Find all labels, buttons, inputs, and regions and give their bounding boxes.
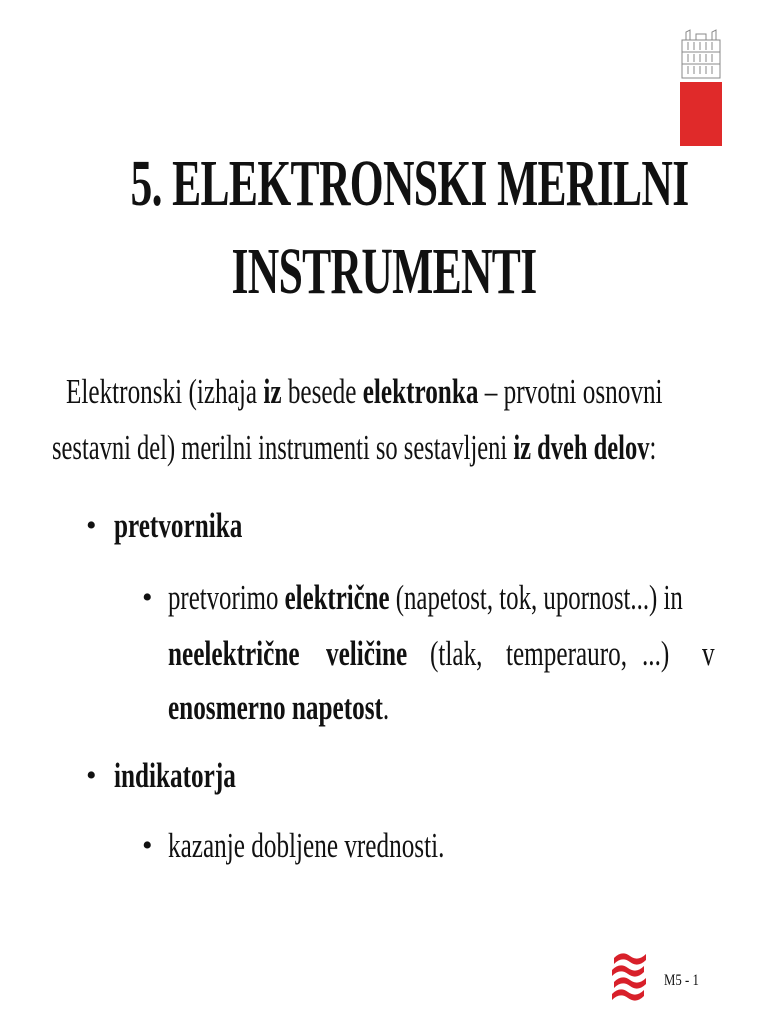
slide-title <box>0 140 768 316</box>
sub-bullet-1-marker: • <box>142 581 153 614</box>
university-logo <box>680 28 722 146</box>
intro-line-1: Elektronski (izhaja iz besede elektronka – prvotni osnovni <box>66 372 663 411</box>
title-line-1: 5. ELEKTRONSKI MERILNI <box>130 147 689 220</box>
intro-line-2: sestavni del) merilni instrumenti so sestavljeni iz dveh delov: <box>52 428 657 467</box>
sub-bullet-1-line-2: neelektrične veličine (tlak, temperauro, ...) v <box>168 634 715 673</box>
faculty-logo <box>610 948 648 1002</box>
sub-bullet-1-line-1: pretvorimo električne (napetost, tok, upornost...) in <box>168 578 683 617</box>
bullet-2-label: indikatorja <box>114 756 236 795</box>
sub-bullet-2-marker: • <box>142 829 153 862</box>
page-number: M5 - 1 <box>664 972 699 989</box>
title-line-2: INSTRUMENTI <box>231 235 537 308</box>
bullet-1-label: pretvornika <box>114 506 243 545</box>
sub-bullet-1-line-3: enosmerno napetost. <box>168 688 390 727</box>
bullet-1-marker: • <box>86 509 97 542</box>
bullet-2-marker: • <box>86 759 97 792</box>
sub-bullet-2-line-1: kazanje dobljene vrednosti. <box>168 826 445 865</box>
